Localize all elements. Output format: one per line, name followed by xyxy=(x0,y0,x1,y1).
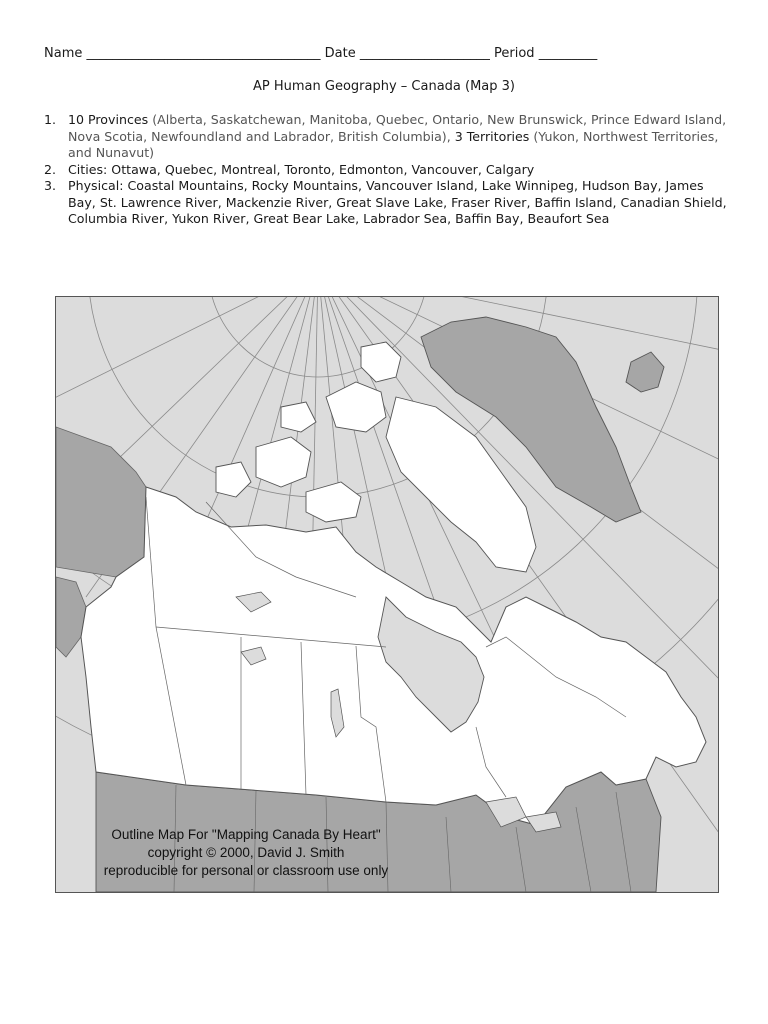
physical-text: Physical: Coastal Mountains, Rocky Mountains, Vancouver Island, Lake Winnipeg, Hudson Bay, James Bay, St. Lawrence River, Mackenzie River, Great Slave Lake, Fraser River, Baffin Island, Canadian Shield, Columbia River, Yukon River, Great Bear Lake, Labrador Sea, Baffin Bay, Beaufort Sea xyxy=(68,178,727,226)
list-item xyxy=(44,162,734,179)
map-credit-line3: reproducible for personal or classroom use only xyxy=(103,863,389,878)
list-item xyxy=(44,112,734,162)
arctic-island-shape xyxy=(306,482,361,522)
cities-text: Cities: Ottawa, Quebec, Montreal, Toronto, Edmonton, Vancouver, Calgary xyxy=(68,161,535,177)
name-label: Name xyxy=(44,46,83,61)
period-label: Period xyxy=(494,46,535,61)
worksheet-header xyxy=(44,46,724,61)
map-credit-line2: copyright © 2000, David J. Smith xyxy=(147,845,345,860)
list-number: 3. xyxy=(44,178,57,193)
victoria-island-shape xyxy=(256,437,311,487)
alaska-shape xyxy=(56,427,146,577)
arctic-island-shape xyxy=(281,402,316,432)
list-item xyxy=(44,178,734,228)
date-blank[interactable]: ____________________ xyxy=(359,46,490,61)
list-number: 1. xyxy=(44,112,57,127)
name-blank[interactable]: ____________________________________ xyxy=(86,46,321,61)
period-blank[interactable]: _________ xyxy=(538,46,598,61)
page-title: AP Human Geography – Canada (Map 3) xyxy=(253,79,515,94)
ellesmere-island-shape xyxy=(326,382,386,432)
provinces-heading: 10 Provinces xyxy=(68,112,149,127)
canada-outline-map xyxy=(55,296,719,893)
date-label: Date xyxy=(324,46,356,61)
territories-detail: (Yukon, Northwest Territories, and Nunavut) xyxy=(68,128,719,160)
provinces-detail: (Alberta, Saskatchewan, Manitoba, Quebec, Ontario, New Brunswick, Prince Edward Island, Nova Scotia, Newfoundland and Labrador, British Columbia), xyxy=(68,112,727,144)
arctic-island-shape xyxy=(361,342,401,382)
map-credit-line1: Outline Map For "Mapping Canada By Heart" xyxy=(111,827,381,842)
list-number: 2. xyxy=(44,161,57,177)
iceland-shape xyxy=(626,352,664,392)
map-svg xyxy=(56,297,718,892)
territories-heading: 3 Territories xyxy=(450,128,530,144)
instruction-list xyxy=(44,112,734,228)
banks-island-shape xyxy=(216,462,251,497)
